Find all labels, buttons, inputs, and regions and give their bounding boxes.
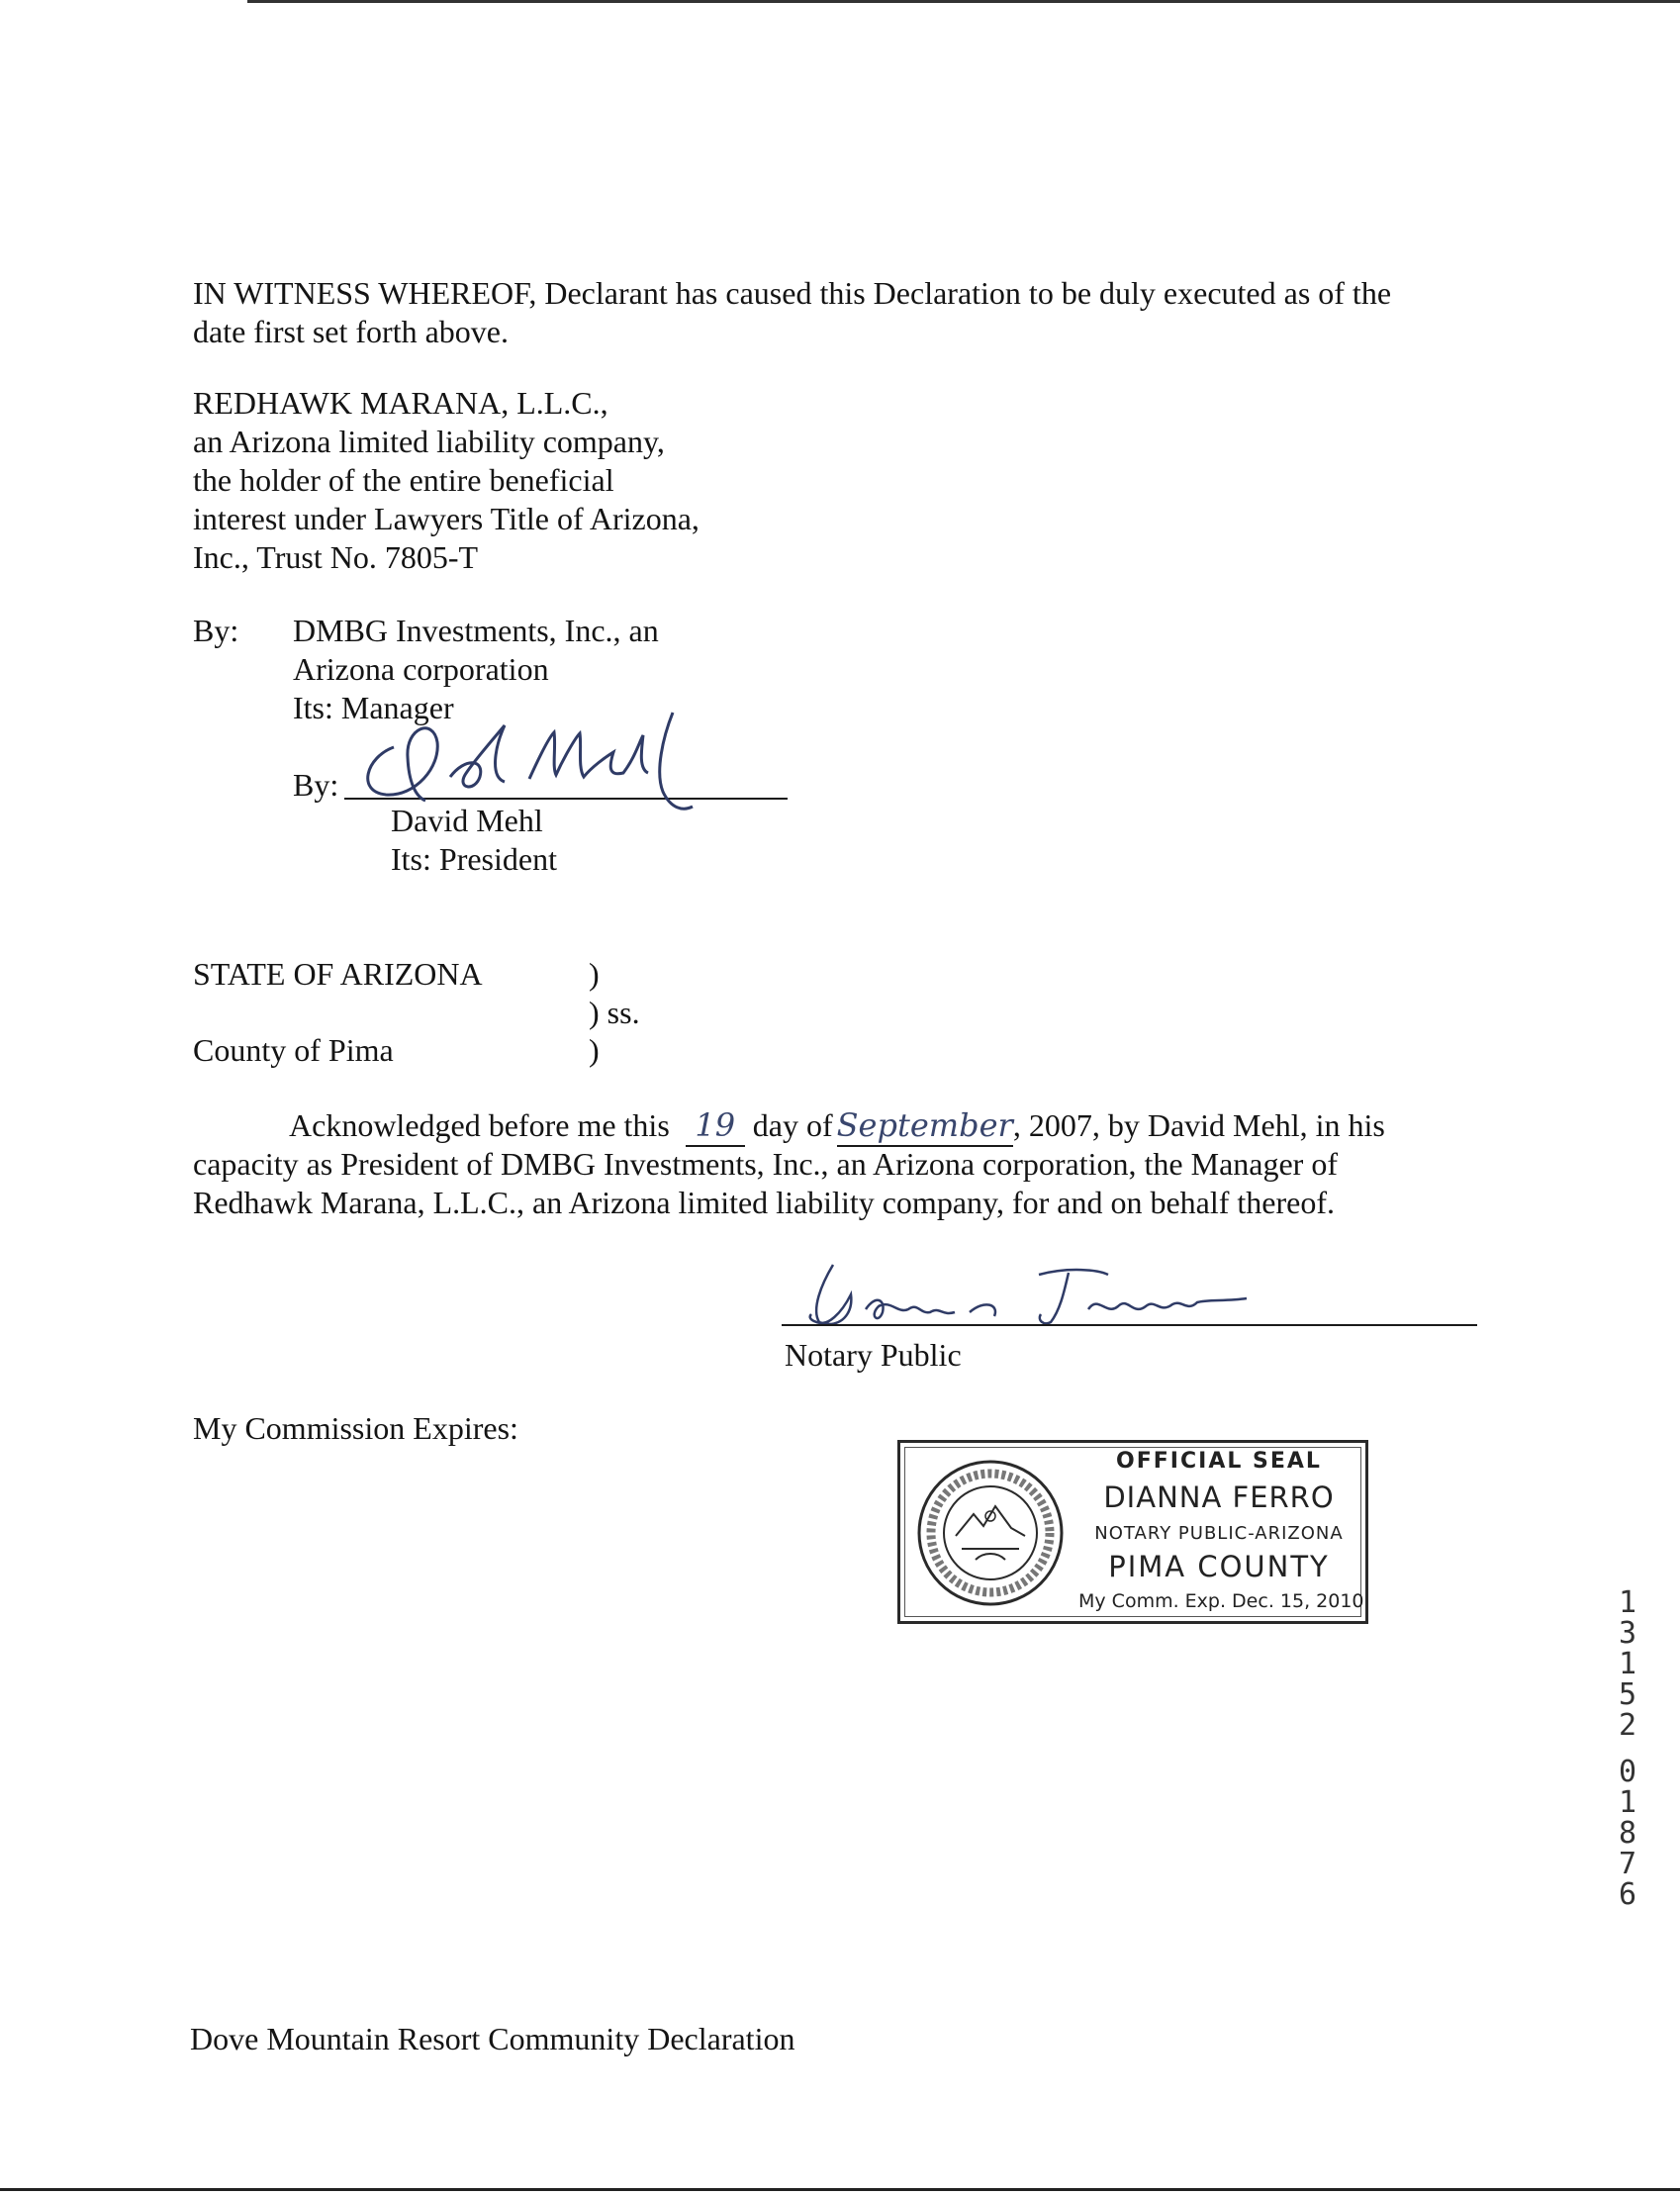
signer-title: Its: President — [391, 841, 557, 877]
declarant-line: REDHAWK MARANA, L.L.C., — [193, 385, 608, 421]
margin-digit: 5 — [1618, 1677, 1637, 1712]
ack-line-3: Redhawk Marana, L.L.C., an Arizona limited liability company, for and on behalf thereof. — [193, 1185, 1336, 1220]
venue-paren-ss: ) ss. — [589, 995, 640, 1030]
margin-digit: 1 — [1618, 1785, 1637, 1820]
commission-expires-label: My Commission Expires: — [193, 1410, 518, 1446]
seal-role: NOTARY PUBLIC-ARIZONA — [1094, 1523, 1344, 1544]
seal-heading: OFFICIAL SEAL — [1116, 1449, 1322, 1474]
ack-line-1 — [289, 1106, 1385, 1147]
david-mehl-signature — [346, 698, 772, 816]
by-label: By: — [193, 613, 239, 648]
official-seal-stamp — [897, 1440, 1368, 1624]
entity-line: Its: Manager — [293, 690, 454, 725]
venue-state: STATE OF ARIZONA — [193, 956, 483, 992]
ack-text-day-of: day of — [752, 1107, 833, 1143]
notary-signature — [792, 1255, 1266, 1334]
ack-text-year: , 2007, by David Mehl, in his — [1012, 1107, 1385, 1143]
seal-county: PIMA COUNTY — [1108, 1550, 1330, 1583]
declarant-line: the holder of the entire beneficial — [193, 462, 614, 498]
entity-line: DMBG Investments, Inc., an — [293, 613, 659, 648]
margin-digit: 1 — [1618, 1585, 1637, 1620]
margin-digit: 1 — [1618, 1647, 1637, 1681]
venue-county: County of Pima — [193, 1032, 394, 1068]
seal-notary-name: DIANNA FERRO — [1103, 1480, 1335, 1514]
venue-paren-bottom: ) — [589, 1032, 600, 1068]
seal-expiration: My Comm. Exp. Dec. 15, 2010 — [1078, 1590, 1364, 1612]
ack-line-2: capacity as President of DMBG Investments, Inc., an Arizona corporation, the Manager of — [193, 1146, 1338, 1182]
witness-line-1: IN WITNESS WHEREOF, Declarant has caused this Declaration to be duly executed as of the — [193, 275, 1392, 311]
ack-day: 19 — [686, 1106, 745, 1147]
declarant-block — [193, 384, 700, 577]
notary-public-label: Notary Public — [785, 1337, 962, 1373]
entity-line: Arizona corporation — [293, 651, 549, 687]
margin-recording-number — [1613, 1587, 1642, 1910]
footer-document-title: Dove Mountain Resort Community Declaration — [190, 2021, 795, 2056]
ack-month: September — [837, 1106, 1013, 1147]
signer-name: David Mehl — [391, 803, 543, 838]
declarant-line: Inc., Trust No. 7805-T — [193, 539, 479, 575]
declarant-line: interest under Lawyers Title of Arizona, — [193, 501, 700, 536]
bottom-edge-rule — [0, 2188, 1680, 2191]
venue-paren-top: ) — [589, 956, 600, 992]
ack-text-start: Acknowledged before me this — [289, 1107, 670, 1143]
witness-line-2: date first set forth above. — [193, 314, 509, 349]
signer-by-label: By: — [293, 767, 339, 803]
witness-paragraph — [193, 274, 1391, 351]
top-edge-rule — [247, 0, 1680, 3]
margin-digit: 8 — [1618, 1816, 1637, 1851]
margin-digit: 7 — [1618, 1847, 1637, 1881]
margin-digit: 3 — [1618, 1616, 1637, 1651]
declarant-line: an Arizona limited liability company, — [193, 424, 665, 459]
margin-digit: 0 — [1618, 1755, 1637, 1789]
notary-signature-line — [782, 1324, 1477, 1326]
arizona-state-seal-emblem — [912, 1455, 1069, 1611]
margin-digit: 6 — [1618, 1877, 1637, 1912]
margin-digit: 2 — [1618, 1708, 1637, 1743]
